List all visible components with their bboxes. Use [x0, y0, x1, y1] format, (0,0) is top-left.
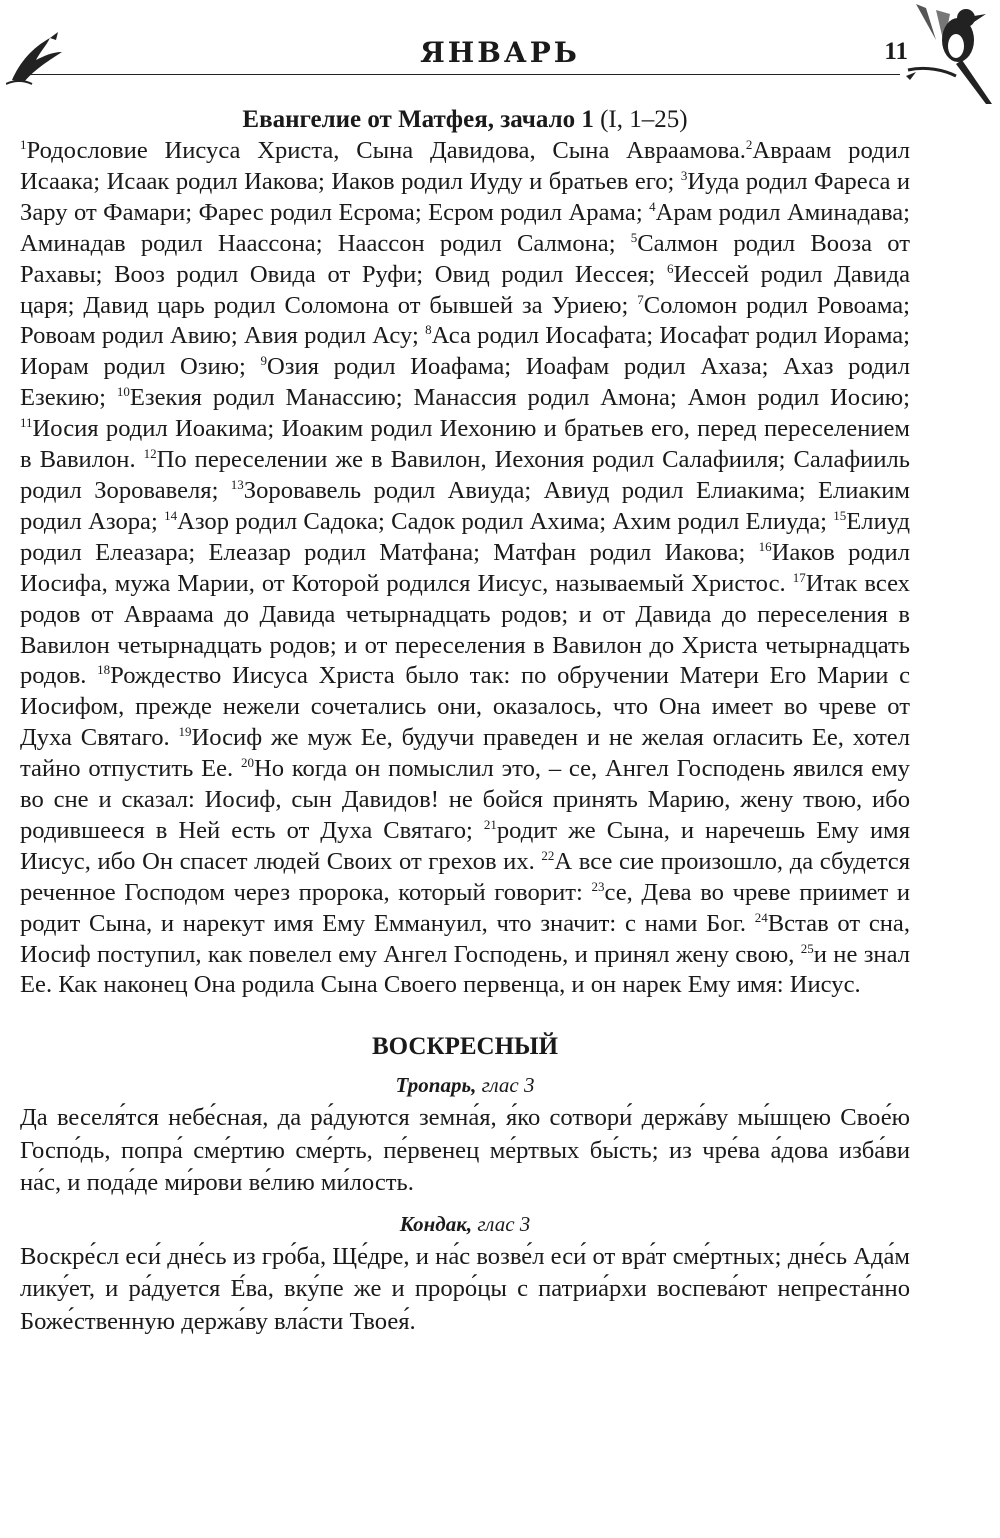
- magpie-ornament-right-icon: [896, 0, 996, 110]
- verse-text: родит же Сына, и наречешь Ему имя Иисус, ибо Он спасет людей Своих от грехов их.: [20, 816, 911, 875]
- verse-text: Рождество Иисуса Христа было так: по обручении Матери Его Марии с Иосифом, прежде нежели сочетались они, оказалось, что Она имеет во чреве от Духа Святаго.: [20, 662, 910, 752]
- verse-number: 2: [745, 136, 753, 152]
- verse-number: 21: [483, 816, 497, 832]
- verse-text: Иессей родил Давида царя; Давид царь родил Соломона от бывшей за Уриею;: [20, 260, 911, 319]
- verse-text: Иосиф же муж Ее, будучи праведен и не желая огласить Ее, хотел тайно отпустить Ее.: [20, 724, 910, 783]
- gospel-title: Евангелие от Матфея, зачало 1: [242, 106, 594, 133]
- verse-number: 7: [637, 291, 644, 307]
- sunday-heading: ВОСКРЕСНЫЙ: [371, 1033, 559, 1061]
- verse-number: 14: [164, 507, 178, 523]
- kontakion-label: Кондак,: [399, 1211, 473, 1236]
- verse-number: 9: [260, 353, 268, 369]
- verse-number: 24: [754, 909, 768, 925]
- kontakion-heading: [20, 1212, 910, 1237]
- page-number: 11: [884, 38, 908, 65]
- verse-number: 22: [541, 847, 555, 863]
- verse-text: Но когда он помыслил это, – се, Ангел Господень явился ему во сне и сказал: Иосиф, сын Давидов! не бойся принять Марию, жену твою, ибо родившееся в Ней есть от Духа Святаго;: [20, 755, 910, 844]
- verse-number: 16: [758, 538, 772, 554]
- verse-number: 13: [230, 476, 244, 492]
- gospel-text: [20, 136, 910, 1001]
- verse-number: 4: [649, 198, 656, 214]
- verse-number: 8: [425, 322, 432, 338]
- verse-text: По переселении же в Вавилон, Иехония родил Салафииля; Салафииль родил Зоровавеля;: [20, 446, 910, 504]
- troparion-tone: глас 3: [476, 1073, 535, 1098]
- verse-text: Озия родил Иоафама; Иоафам родил Ахаза; Ахаз родил Езекию;: [20, 353, 910, 412]
- verse-text: Салмон родил Вооза от Рахавы; Вооз родил Овида от Руфи; Овид родил Иессея;: [20, 229, 910, 288]
- verse-number: 25: [800, 940, 814, 956]
- page-header: [0, 0, 1000, 110]
- verse-text: се, Дева во чреве приимет и родит Сына, и нарекут имя Ему Еммануил, что значит: с нами Бог.: [20, 878, 910, 937]
- verse-text: Иосия родил Иоакима; Иоаким родил Иехонию и братьев его, перед переселением в Вавилон.: [20, 415, 910, 474]
- verse-text: и не знал Ее. Как наконец Она родила Сына Своего первенца, и он нарек Ему имя: Иисус.: [20, 940, 910, 999]
- verse-text: Родословие Иисуса Христа, Сына Давидова, Сына Авраамова.: [26, 137, 746, 164]
- verse-number: 23: [591, 878, 605, 894]
- verse-text: Зоровавель родил Авиуда; Авиуд родил Елиакима; Елиаким родил Азора;: [20, 476, 910, 535]
- gospel-reference: (I, 1–25): [600, 106, 688, 133]
- verse-number: 19: [178, 724, 192, 740]
- verse-number: 15: [833, 507, 847, 523]
- verse-number: 18: [97, 662, 111, 678]
- verse-text: А все сие произошло, да сбудется реченное Господом через пророка, который говорит:: [20, 847, 911, 906]
- verse-text: Арам родил Аминадава; Аминадав родил Наассона; Наассон родил Салмона;: [20, 198, 911, 257]
- troparion-heading: [20, 1073, 910, 1098]
- troparion-text: Да веселя́тся небе́сная, да ра́дуются земна́я, я́ко сотвори́ держа́ву мы́шцею Свое́ю Госпо́дь, попра́ сме́ртию сме́рть, пе́рвенец ме́ртвых бы́сть; из чре́ва а́дова изба́ви на́с, и пода́де ми́рови ве́лию ми́лость.: [20, 1104, 910, 1197]
- verse-text: Азор родил Садока; Садок родил Ахима; Ахим родил Елиуда;: [177, 507, 834, 535]
- verse-number: 1: [20, 136, 27, 152]
- verse-text: Иаков родил Иосифа, мужа Марии, от Которой родился Иисус, называемый Христос.: [20, 538, 910, 597]
- verse-text: Елиуд родил Елеазара; Елеазар родил Матфана; Матфан родил Иакова;: [20, 507, 910, 566]
- verse-number: 5: [630, 229, 638, 245]
- verse-number: 10: [116, 384, 130, 400]
- kontakion-tone: глас 3: [472, 1211, 531, 1236]
- kontakion-text: Воскре́сл еси́ дне́сь из гро́ба, Ще́дре, и на́с возве́л еси́ от вра́т сме́ртных; дне́сь Ада́м лику́ет, и ра́дуется Е́ва, вку́пе же и проро́цы с патриа́рхи воспева́ют непреста́нно Боже́ственную держа́ву вла́сти Твоея́.: [20, 1242, 910, 1335]
- verse-text: Езекия родил Манассию; Манассия родил Амона; Амон родил Иосию;: [129, 384, 910, 412]
- verse-text: Иуда родил Фареса и Зару от Фамари; Фарес родил Есрома; Есром родил Арама;: [20, 167, 910, 226]
- verse-text: Соломон родил Ровоама; Ровоам родил Авию; Авия родил Асу;: [20, 291, 910, 350]
- verse-text: Авраам родил Исаака; Исаак родил Иакова; Иаков родил Иуду и братьев его;: [20, 137, 910, 195]
- verse-number: 6: [667, 260, 674, 276]
- verse-text: Итак всех родов от Авраама до Давида четырнадцать родов; и от Давида до переселения в Вавилон четырнадцать родов; и от переселения в Вавилон до Христа четырнадцать родов.: [20, 569, 910, 690]
- verse-text: Аса родил Иосафата; Иосафат родил Иорама; Иорам родил Озию;: [20, 322, 910, 381]
- header-rule: [30, 74, 900, 75]
- gospel-heading: [20, 106, 910, 134]
- troparion-label: Тропарь,: [395, 1073, 477, 1098]
- month-title: ЯНВАРЬ: [420, 36, 580, 69]
- verse-number: 17: [792, 569, 806, 585]
- verse-number: 12: [143, 445, 157, 461]
- page-body: [20, 106, 910, 1338]
- verse-number: 3: [680, 167, 688, 183]
- verse-text: Встав от сна, Иосиф поступил, как повелел ему Ангел Господень, и принял жену свою,: [20, 909, 910, 968]
- verse-number: 20: [240, 754, 254, 770]
- verse-number: 11: [20, 414, 33, 430]
